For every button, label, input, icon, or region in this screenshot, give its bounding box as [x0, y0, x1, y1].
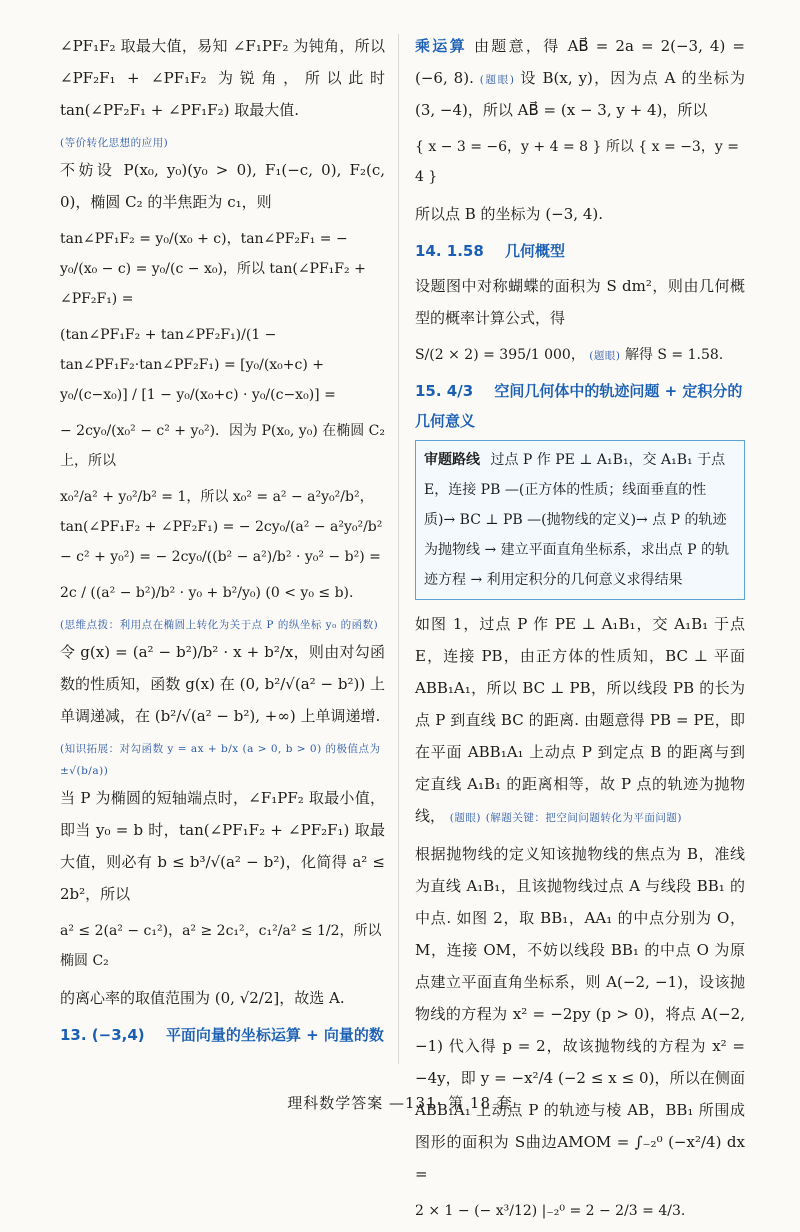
left-paragraph-1: ∠PF₁F₂ 取最大值，易知 ∠F₁PF₂ 为钝角，所以 ∠PF₂F₁ + ∠PF₁F₂ 为锐角，所以此时 tan(∠PF₂F₁ + ∠PF₁F₂) 取最大值. — [60, 37, 385, 119]
question-15-text-2: 根据抛物线的定义知该抛物线的焦点为 B，准线为直线 A₁B₁，且该抛物线过点 A 与线段 BB₁ 的中点. 如图 2，取 BB₁，AA₁ 的中点分别为 O，M，连接 OM，不妨以线段 BB₁ 的中点 O 为原点建立平面直角坐标系，则 A(−2, −1)，设该抛物线的方程为 x² = −2py (p > 0)，将点 A(−2, −1) 代入得 p = 2，故该抛物线的方程为 x² = −4y，即 y = −x²/4 (−2 ≤ x ≤ 0)，所以在侧面 ABB₁A₁ 上动点 P 的轨迹与棱 AB，BB₁ 所围成图形的面积为 S曲边AMOM = ∫₋₂⁰ (−x²/4) dx = — [415, 845, 745, 1183]
question-14-topic: 几何概型 — [505, 242, 566, 260]
column-divider — [398, 34, 399, 1064]
question-13-topic: 平面向量的坐标运算 + 向量的数 — [165, 1026, 384, 1044]
formula-tan-result: − 2cy₀/(x₀² − c² + y₀²)．因为 P(x₀, y₀) 在椭圆 C₂ 上，所以 — [60, 423, 386, 469]
left-paragraph-5: 的离心率的取值范围为 (0, √2/2]，故选 A. — [60, 989, 345, 1007]
left-paragraph-4: 当 P 为椭圆的短轴端点时，∠F₁PF₂ 取最小值，即当 y₀ = b 时，tan(∠PF₁F₂ + ∠PF₂F₁) 取最大值，则必有 b ≤ b³/√(a² − b²)，化简得 a² ≤ 2b²，所以 — [60, 789, 385, 903]
note-q14-key: (题眼) — [589, 350, 621, 362]
question-14-text-1: 设题图中对称蝴蝶的面积为 S dm²，则由几何概型的概率计算公式，得 — [415, 277, 745, 327]
formula-tan-angles: tan∠PF₁F₂ = y₀/(x₀ + c)，tan∠PF₂F₁ = − y₀/(x₀ − c) = y₀/(c − x₀)，所以 tan(∠PF₁F₂ + ∠PF₂F₁) = — [60, 231, 366, 307]
question-14-equation: S/(2 × 2) = 395/1 000， — [415, 347, 585, 363]
question-15-heading — [415, 376, 745, 436]
note-equivalent-transform: (等价转化思想的应用) — [60, 137, 169, 149]
solution-route-text: 过点 P 作 PE ⊥ A₁B₁，交 A₁B₁ 于点 E，连接 PB —(正方体的性质；线面垂直的性质)→ BC ⊥ PB —(抛物线的定义)→ 点 P 的轨迹为抛物线 → 建立平面直角坐标系，求出点 P 的轨迹方程 → 利用定积分的几何意义求得结果 — [424, 452, 729, 588]
question-13-system-2: 所以 { x = −3，y = 4 } — [415, 139, 739, 185]
question-15-paragraph-1: 如图 1，过点 P 作 PE ⊥ A₁B₁，交 A₁B₁ 于点 E，连接 PB，由正方体的性质知，BC ⊥ 平面 ABB₁A₁，所以 BC ⊥ PB，所以线段 PB 的长为点 P 到直线 BC 的距离. 由题意得 PB = PE，即在平面 ABB₁A₁ 上动点 P 到定点 B 的距离与到定直线 A₁B₁ 的距离相等，故 P 点的轨迹为抛物线， — [415, 615, 745, 825]
formula-eccentricity-inequality: a² ≤ 2(a² − c₁²)，a² ≥ 2c₁²，c₁²/a² ≤ 1/2，所以椭圆 C₂ — [60, 923, 382, 969]
left-paragraph-3: 令 g(x) = (a² − b²)/b² · x + b²/x，则由对勾函数的性质知，函数 g(x) 在 (0, b²/√(a² − b²)) 上单调递减，在 (b²/√(a² − b²), +∞) 上单调递增. — [60, 643, 385, 725]
solution-route-box — [415, 440, 745, 600]
note-knowledge-extension: (知识拓展：对勾函数 y = ax + b/x (a > 0, b > 0) 的极值点为 ±√(b/a)) — [60, 743, 381, 777]
question-13-heading — [60, 1020, 385, 1050]
question-15-answer: 15. 4/3 — [415, 382, 474, 400]
question-15-text-1 — [415, 608, 745, 832]
question-13-answer: 13. (−3,4) — [60, 1026, 145, 1044]
left-paragraph-2: 不妨设 P(x₀, y₀)(y₀ > 0), F₁(−c, 0), F₂(c, 0)，椭圆 C₂ 的半焦距为 c₁，则 — [60, 161, 385, 211]
note-q15-key: (题眼) — [449, 812, 481, 824]
right-column — [415, 30, 745, 1232]
question-13-text-1: 由题意，得 AB⃗ = 2a = 2(−3, 4) = (−6, 8). — [415, 37, 745, 87]
question-14-answer: 14. 1.58 — [415, 242, 484, 260]
note-q13-key: (题眼) — [479, 74, 515, 86]
question-13-system — [415, 132, 745, 192]
left-column — [60, 30, 385, 1054]
note-q15-solution-key: (解题关键：把空间问题转化为平面问题) — [485, 812, 682, 824]
formula-tan-function: 2c / ((a² − b²)/b² · y₀ + b²/y₀) (0 < y₀ ≤ b). — [60, 585, 354, 601]
page-footer: 理科数学答案 —131· 第 18 套 — [287, 1094, 513, 1112]
question-13-result: 所以点 B 的坐标为 (−3, 4). — [415, 205, 603, 223]
question-13-system-1: { x − 3 = −6，y + 4 = 8 } — [415, 139, 602, 155]
question-13-continuation — [415, 30, 745, 126]
formula-tan-sum: (tan∠PF₁F₂ + tan∠PF₂F₁)/(1 − tan∠PF₁F₂·tan∠PF₂F₁) = [y₀/(x₀+c) + y₀/(c−x₀)] / [1 − y₀/(x₀+c) · y₀/(c−x₀)] = — [60, 327, 336, 403]
question-14-result: 解得 S = 1.58. — [624, 347, 724, 363]
question-15-topic: 空间几何体中的轨迹问题 + 定积分的几何意义 — [415, 382, 743, 430]
question-15-integral-result: 2 × 1 − (− x³/12) |₋₂⁰ = 2 − 2/3 = 4/3. — [415, 1203, 686, 1219]
note-thinking-hint: (思维点拨：利用点在椭圆上转化为关于点 P 的纵坐标 y₀ 的函数) — [60, 619, 379, 631]
solution-route-label: 审题路线 — [424, 452, 480, 468]
question-14-formula — [415, 340, 745, 370]
question-14-heading — [415, 236, 745, 266]
question-13-topic-continued: 乘运算 — [415, 37, 467, 55]
question-13-text-2: 设 B(x, y)，因为点 A 的坐标为 (3, −4)，所以 AB⃗ = (x − 3, y + 4)，所以 — [415, 69, 745, 119]
formula-ellipse-substitution: x₀²/a² + y₀²/b² = 1，所以 x₀² = a² − a²y₀²/b²，tan(∠PF₁F₂ + ∠PF₂F₁) = − 2cy₀/(a² − a²y₀²/b² − c² + y₀²) = − 2cy₀/((b² − a²)/b² · y₀² − b²) = — [60, 489, 383, 565]
